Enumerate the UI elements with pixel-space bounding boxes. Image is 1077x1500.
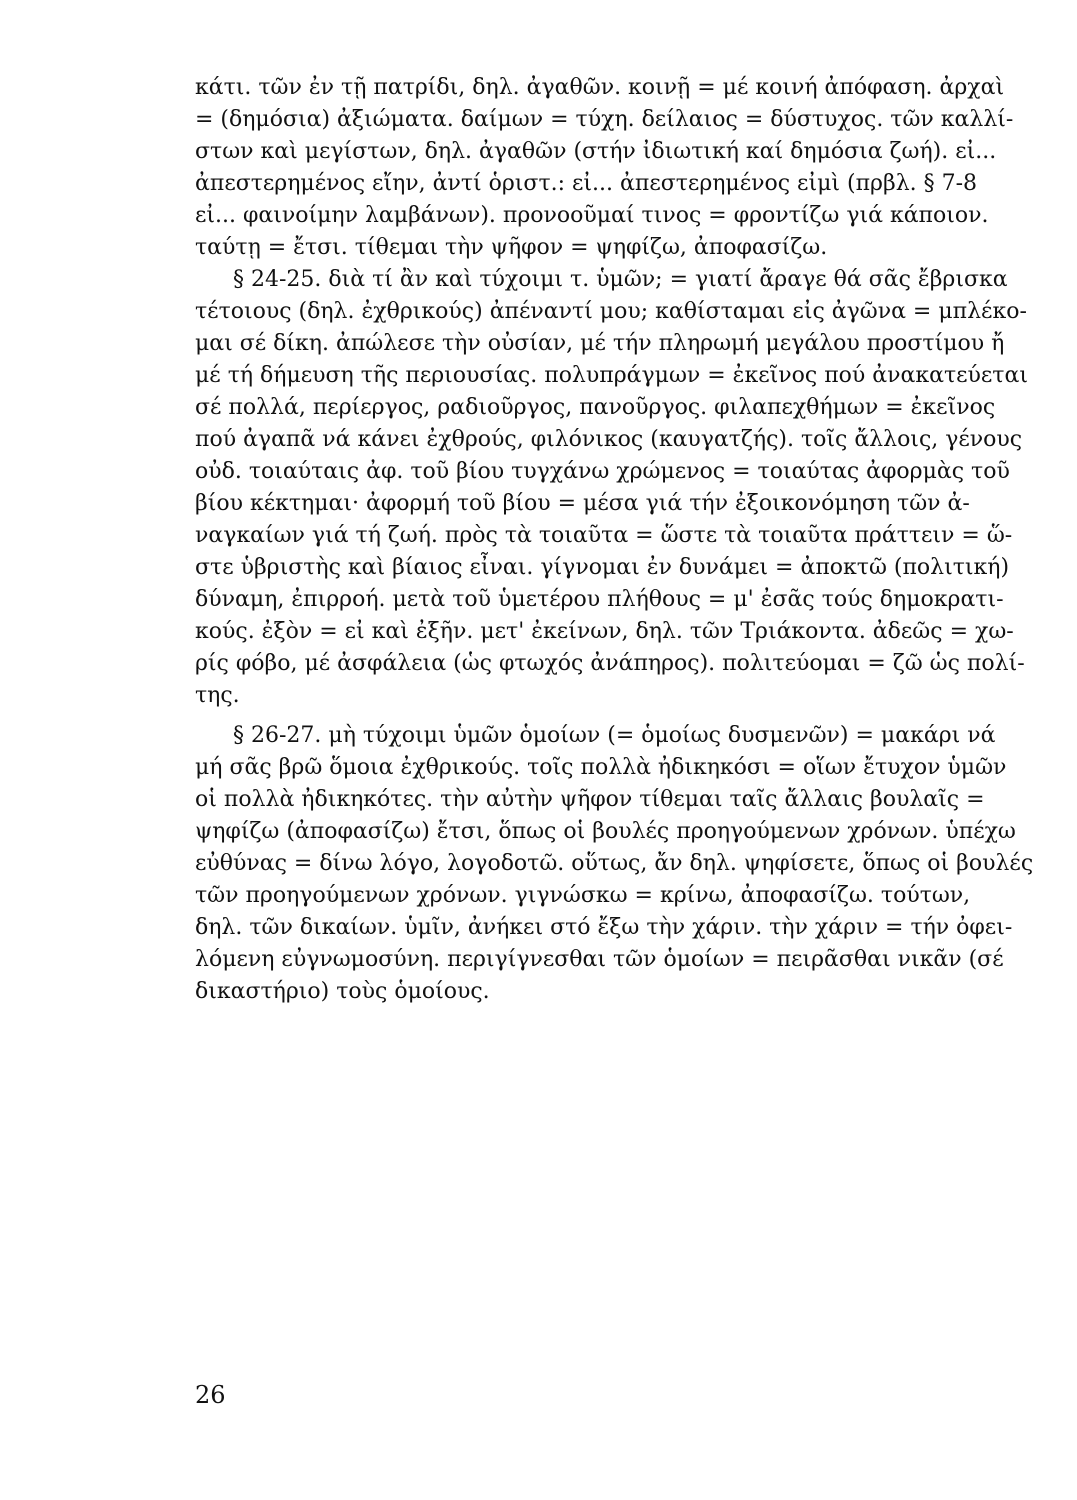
text-line: μή σᾶς βρῶ ὅμοια ἐχθρικούς. τοῖς πολλὰ ἠδικηκόσι = οἵων ἔτυχον ὑμῶν bbox=[195, 755, 1007, 780]
text-line: της. bbox=[195, 683, 240, 708]
text-line: μαι σέ δίκη. ἀπώλεσε τὴν οὐσίαν, μέ τήν πληρωμή μεγάλου προστίμου ἤ bbox=[195, 331, 1005, 356]
section-24-25-start: § 24-25. διὰ τί ἂν καὶ τύχοιμι τ. ὑμῶν; = γιατί ἄραγε θά σᾶς ἔβρισκα bbox=[233, 267, 1008, 292]
text-line: οἱ πολλὰ ἠδικηκότες. τὴν αὐτὴν ψῆφον τίθεμαι ταῖς ἄλλαις βουλαῖς = bbox=[195, 787, 985, 812]
text-line: τέτοιους (δηλ. ἐχθρικούς) ἀπέναντί μου; καθίσταμαι εἰς ἀγῶνα = μπλέκο- bbox=[195, 299, 1027, 324]
text-line: εὐθύνας = δίνω λόγο, λογοδοτῶ. οὕτως, ἄν δηλ. ψηφίσετε, ὅπως οἱ βουλές bbox=[195, 851, 1034, 876]
page-number: 26 bbox=[195, 1381, 226, 1409]
text-line: στε ὑβριστὴς καὶ βίαιος εἶναι. γίγνομαι ἐν δυνάμει = ἀποκτῶ (πολιτική) bbox=[195, 555, 1010, 580]
text-line: στων καὶ μεγίστων, δηλ. ἀγαθῶν (στήν ἰδιωτική καί δημόσια ζωή). εἰ... bbox=[195, 139, 997, 164]
text-line: ταύτῃ = ἔτσι. τίθεμαι τὴν ψῆφον = ψηφίζω, ἀποφασίζω. bbox=[195, 235, 828, 260]
text-line: ρίς φόβο, μέ ἀσφάλεια (ὡς φτωχός ἀνάπηρος). πολιτεύομαι = ζῶ ὡς πολί- bbox=[195, 651, 1025, 676]
text-line: κούς. ἐξὸν = εἰ καὶ ἐξῆν. μετ' ἐκείνων, δηλ. τῶν Τριάκοντα. ἀδεῶς = χω- bbox=[195, 619, 1014, 644]
text-line: οὐδ. τοιαύταις ἀφ. τοῦ βίου τυγχάνω χρώμενος = τοιαύτας ἀφορμὰς τοῦ bbox=[195, 459, 1010, 484]
text-line: ἀπεστερημένος εἴην, ἀντί ὁριστ.: εἰ... ἀπεστερημένος εἰμὶ (πρβλ. § 7-8 bbox=[195, 171, 978, 196]
text-line: δικαστήριο) τοὺς ὁμοίους. bbox=[195, 979, 490, 1004]
text-line: λόμενη εὐγνωμοσύνη. περιγίγνεσθαι τῶν ὁμοίων = πειρᾶσθαι νικᾶν (σέ bbox=[195, 947, 1004, 972]
text-line: εἰ... φαινοίμην λαμβάνων). προνοοῦμαί τινος = φροντίζω γιά κάποιον. bbox=[195, 203, 989, 228]
text-line: δύναμη, ἐπιρροή. μετὰ τοῦ ὑμετέρου πλήθους = μ' ἐσᾶς τούς δημοκρατι- bbox=[195, 587, 1004, 612]
text-line: βίου κέκτημαι· ἀφορμή τοῦ βίου = μέσα γιά τήν ἐξοικονόμηση τῶν ἀ- bbox=[195, 491, 970, 516]
text-line: δηλ. τῶν δικαίων. ὑμῖν, ἀνήκει στό ἔξω τὴν χάριν. τὴν χάριν = τήν ὀφει- bbox=[195, 915, 1013, 940]
text-line: ναγκαίων γιά τή ζωή. πρὸς τὰ τοιαῦτα = ὥστε τὰ τοιαῦτα πράττειν = ὥ- bbox=[195, 523, 1013, 548]
commentary-text bbox=[195, 72, 1040, 1008]
text-line: τῶν προηγούμενων χρόνων. γιγνώσκω = κρίνω, ἀποφασίζω. τούτων, bbox=[195, 883, 971, 908]
paragraph-gap bbox=[195, 712, 1040, 720]
text-line: = (δημόσια) ἀξιώματα. δαίμων = τύχη. δείλαιος = δύστυχος. τῶν καλλί- bbox=[195, 107, 1014, 132]
text-line: κάτι. τῶν ἐν τῇ πατρίδι, δηλ. ἀγαθῶν. κοινῇ = μέ κοινή ἀπόφαση. ἀρχαὶ bbox=[195, 75, 1005, 100]
text-line: σέ πολλά, περίεργος, ραδιοῦργος, πανοῦργος. φιλαπεχθήμων = ἐκεῖνος bbox=[195, 395, 996, 420]
text-line: πού ἀγαπᾶ νά κάνει ἐχθρούς, φιλόνικος (καυγατζής). τοῖς ἄλλοις, γένους bbox=[195, 427, 1023, 452]
text-line: μέ τή δήμευση τῆς περιουσίας. πολυπράγμων = ἐκεῖνος πού ἀνακατεύεται bbox=[195, 363, 1028, 388]
text-line: ψηφίζω (ἀποφασίζω) ἔτσι, ὅπως οἱ βουλές προηγούμενων χρόνων. ὑπέχω bbox=[195, 819, 1016, 844]
section-26-27-start: § 26-27. μὴ τύχοιμι ὑμῶν ὁμοίων (= ὁμοίως δυσμενῶν) = μακάρι νά bbox=[233, 723, 996, 748]
